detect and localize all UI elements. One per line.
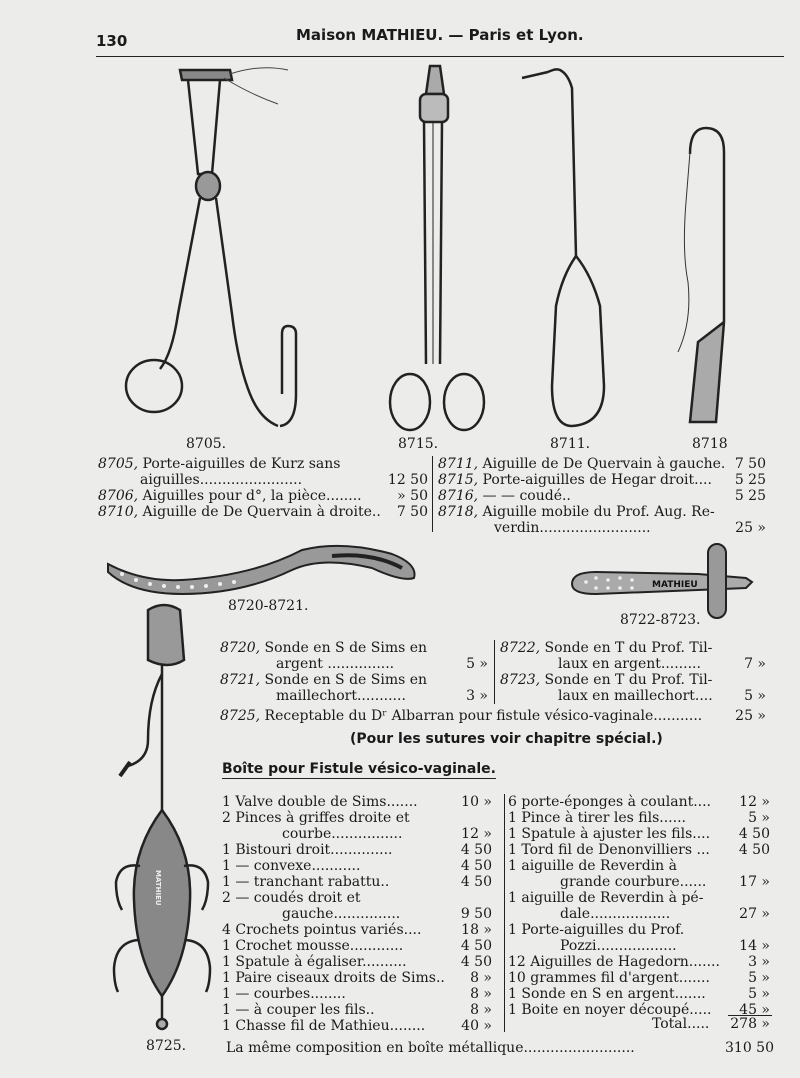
box-item: 12 Aiguilles de Hagedorn....... bbox=[508, 954, 720, 970]
page-number: 130 bbox=[96, 32, 128, 50]
box-item: gauche............... bbox=[282, 906, 401, 922]
list-item: aiguilles....................... bbox=[140, 472, 303, 488]
price: 25 » bbox=[735, 708, 766, 724]
list-item: 8722, Sonde en T du Prof. Til- bbox=[500, 640, 713, 656]
box-item: 2 Pinces à griffes droite et bbox=[222, 810, 410, 826]
list-item: argent ............... bbox=[276, 656, 395, 672]
box-item-price: 40 » bbox=[461, 1018, 492, 1034]
box-item-price: 4 50 bbox=[460, 842, 492, 858]
needle-holder-kurz-illustration bbox=[120, 64, 310, 436]
metal-box-price: 310 50 bbox=[725, 1040, 774, 1056]
box-item: 4 Crochets pointus variés.... bbox=[222, 922, 422, 938]
price: 7 50 bbox=[396, 504, 428, 520]
quervain-needle-illustration bbox=[512, 66, 624, 436]
box-item: dale.................. bbox=[560, 906, 671, 922]
total-price: 278 » bbox=[730, 1016, 770, 1032]
column-divider bbox=[432, 456, 433, 532]
box-item: 1 Bistouri droit.............. bbox=[222, 842, 393, 858]
box-item-price: 45 » bbox=[739, 1002, 770, 1018]
list-item: verdin......................... bbox=[494, 520, 651, 536]
box-item-price: 4 50 bbox=[460, 954, 492, 970]
figure-caption-8715: 8715. bbox=[398, 436, 439, 452]
box-item: 1 Spatule à égaliser.......... bbox=[222, 954, 407, 970]
price: 5 25 bbox=[734, 488, 766, 504]
albarran-receptacle-illustration bbox=[108, 600, 220, 1036]
header-rule bbox=[96, 56, 784, 57]
box-item-price: 8 » bbox=[470, 1002, 492, 1018]
box-item: 1 Chasse fil de Mathieu........ bbox=[222, 1018, 426, 1034]
price: 12 50 bbox=[387, 472, 428, 488]
box-item: courbe................ bbox=[282, 826, 403, 842]
figure-caption-8705: 8705. bbox=[186, 436, 227, 452]
box-item: 1 Spatule à ajuster les fils.... bbox=[508, 826, 711, 842]
box-item-price: 17 » bbox=[739, 874, 770, 890]
box-item-price: 5 » bbox=[748, 986, 770, 1002]
list-item: 8705, Porte-aiguilles de Kurz sans bbox=[98, 456, 341, 472]
total-label: Total..... bbox=[652, 1016, 710, 1032]
box-item-price: 4 50 bbox=[460, 858, 492, 874]
box-item: 1 Pince à tirer les fils...... bbox=[508, 810, 686, 826]
box-item: 1 — à couper les fils.. bbox=[222, 1002, 375, 1018]
box-item-price: 8 » bbox=[470, 970, 492, 986]
price: 5 » bbox=[744, 688, 766, 704]
box-item: 2 — coudés droit et bbox=[222, 890, 361, 906]
box-item: 1 Porte-aiguilles du Prof. bbox=[508, 922, 685, 938]
box-item-price: 4 50 bbox=[460, 938, 492, 954]
list-item: 8711, Aiguille de De Quervain à gauche. bbox=[438, 456, 726, 472]
list-item: 8710, Aiguille de De Quervain à droite.. bbox=[98, 504, 381, 520]
figure-caption-8718: 8718 bbox=[692, 436, 728, 452]
figure-caption-8711: 8711. bbox=[550, 436, 591, 452]
column-divider bbox=[494, 640, 495, 704]
sutures-note: (Pour les sutures voir chapitre spécial.) bbox=[350, 731, 663, 747]
box-item: 6 porte-éponges à coulant.... bbox=[508, 794, 712, 810]
reverdin-needle-illustration bbox=[668, 122, 740, 432]
list-item: 8720, Sonde en S de Sims en bbox=[220, 640, 428, 656]
box-item: 1 — courbes........ bbox=[222, 986, 346, 1002]
box-item: 1 Crochet mousse............ bbox=[222, 938, 404, 954]
box-item: 1 — convexe........... bbox=[222, 858, 361, 874]
box-item-price: 10 » bbox=[461, 794, 492, 810]
box-item-price: 12 » bbox=[739, 794, 770, 810]
needle-holder-hegar-illustration bbox=[386, 64, 494, 436]
page-title: Maison MATHIEU. — Paris et Lyon. bbox=[296, 26, 584, 44]
list-item: laux en maillechort.... bbox=[558, 688, 713, 704]
price: 5 25 bbox=[734, 472, 766, 488]
list-item: 8716, — — coudé.. bbox=[438, 488, 571, 504]
price: 7 50 bbox=[734, 456, 766, 472]
box-item: 1 — tranchant rabattu.. bbox=[222, 874, 390, 890]
price: 7 » bbox=[744, 656, 766, 672]
box-item-price: 9 50 bbox=[460, 906, 492, 922]
list-item: 8725, Receptable du Dʳ Albarran pour fistule vésico-vaginale........... bbox=[220, 708, 703, 724]
box-item: 1 Boite en noyer découpé..... bbox=[508, 1002, 712, 1018]
box-item-price: 8 » bbox=[470, 986, 492, 1002]
price: 3 » bbox=[466, 688, 488, 704]
box-item-price: 3 » bbox=[748, 954, 770, 970]
tillaux-sound-illustration bbox=[566, 540, 762, 622]
list-item: 8706, Aiguilles pour d°, la pièce........ bbox=[98, 488, 362, 504]
sims-sound-illustration bbox=[102, 542, 424, 604]
box-item-price: 12 » bbox=[461, 826, 492, 842]
box-item-price: 4 50 bbox=[738, 842, 770, 858]
box-item: Pozzi.................. bbox=[560, 938, 677, 954]
box-item: 1 Valve double de Sims....... bbox=[222, 794, 418, 810]
price: 5 » bbox=[466, 656, 488, 672]
figure-caption-8725: 8725. bbox=[146, 1038, 187, 1054]
box-title: Boîte pour Fistule vésico-vaginale. bbox=[222, 761, 496, 777]
box-item-price: 18 » bbox=[461, 922, 492, 938]
box-item-price: 27 » bbox=[739, 906, 770, 922]
list-item: laux en argent......... bbox=[558, 656, 701, 672]
metal-box-line: La même composition en boîte métallique......................... bbox=[226, 1040, 635, 1056]
box-item: 1 Sonde en S en argent....... bbox=[508, 986, 706, 1002]
engraving-mathieu-receptacle: MATHIEU bbox=[154, 870, 162, 906]
engraving-mathieu-t: MATHIEU bbox=[652, 580, 698, 590]
box-item: 10 grammes fil d'argent....... bbox=[508, 970, 710, 986]
box-item-price: 4 50 bbox=[460, 874, 492, 890]
box-item: 1 Tord fil de Denonvilliers ... bbox=[508, 842, 710, 858]
box-item-price: 4 50 bbox=[738, 826, 770, 842]
box-item: grande courbure...... bbox=[560, 874, 707, 890]
list-item: 8721, Sonde en S de Sims en bbox=[220, 672, 428, 688]
list-item: 8715, Porte-aiguilles de Hegar droit.... bbox=[438, 472, 712, 488]
box-item-price: 5 » bbox=[748, 970, 770, 986]
box-item: 1 aiguille de Reverdin à bbox=[508, 858, 677, 874]
column-divider bbox=[504, 794, 505, 1032]
list-item: 8718, Aiguille mobile du Prof. Aug. Re- bbox=[438, 504, 715, 520]
box-item-price: 5 » bbox=[748, 810, 770, 826]
price: 25 » bbox=[735, 520, 766, 536]
list-item: maillechort........... bbox=[276, 688, 406, 704]
list-item: 8723, Sonde en T du Prof. Til- bbox=[500, 672, 713, 688]
box-item-price: 14 » bbox=[739, 938, 770, 954]
box-item: 1 aiguille de Reverdin à pé- bbox=[508, 890, 704, 906]
price: » 50 bbox=[397, 488, 428, 504]
box-item: 1 Paire ciseaux droits de Sims.. bbox=[222, 970, 445, 986]
figure-caption-8720: 8720-8721. bbox=[228, 598, 309, 614]
figure-caption-8722: 8722-8723. bbox=[620, 612, 701, 628]
